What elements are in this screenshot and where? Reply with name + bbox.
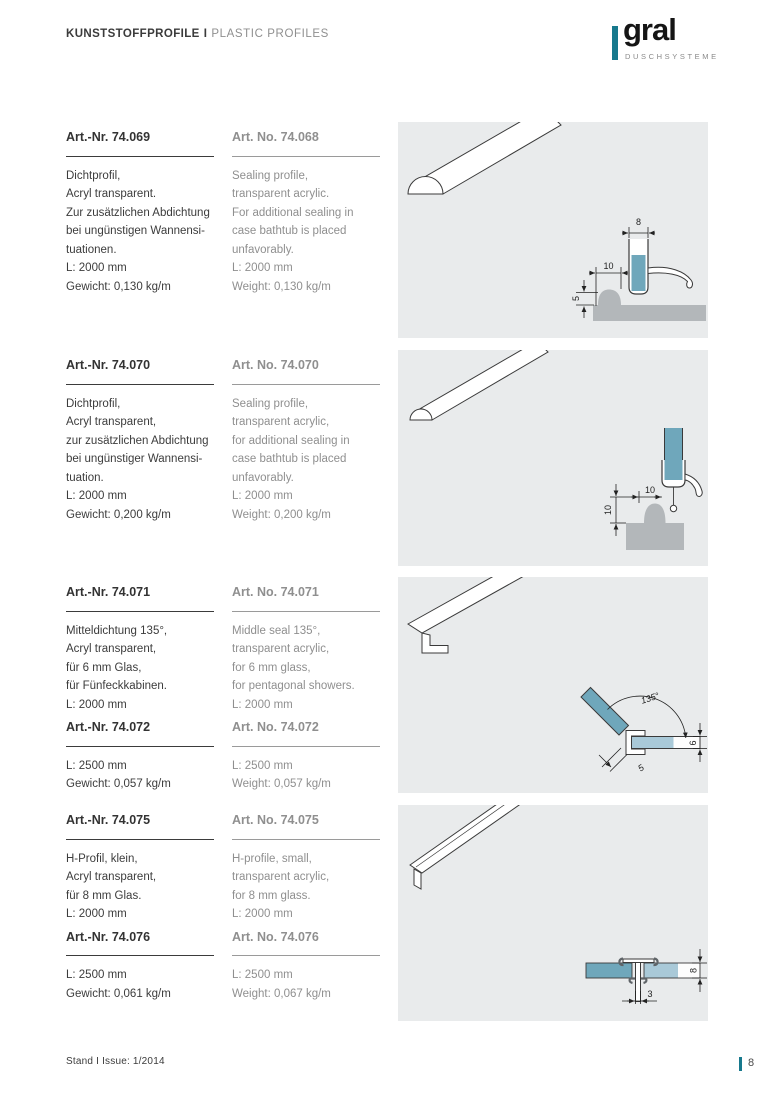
description-de: [66, 811, 228, 1003]
profile-3d-drawing: [410, 805, 522, 889]
logo-accent-bar: [612, 26, 618, 60]
description-line: L: 2000 mm: [232, 262, 293, 274]
description-line: tuation.: [66, 471, 104, 484]
description-line: L: 2500 mm: [66, 969, 127, 981]
description-line: tuationen.: [66, 243, 117, 256]
description-line: Weight: 0,067 kg/m: [232, 987, 331, 1000]
description-line: transparent acrylic,: [232, 871, 330, 883]
description-line: For additional sealing in: [232, 206, 354, 219]
description-line: transparent acrylic.: [232, 188, 330, 200]
description-line: case bathtub is placed: [232, 225, 347, 237]
art-number-en: Art. No. 74.070: [232, 356, 380, 385]
art-number-de-2: Art.-Nr. 74.076: [66, 928, 214, 957]
description-line: für 6 mm Glas,: [66, 661, 142, 674]
art-number-en: Art. No. 74.068: [232, 128, 380, 157]
profile-3d-drawing: [408, 122, 561, 194]
description-en: [232, 128, 394, 296]
art-number-de: Art.-Nr. 74.070: [66, 356, 214, 385]
description-line: Sealing profile,: [232, 169, 309, 182]
sealing-profile-diagram: [398, 122, 708, 338]
glass-pane: [665, 428, 683, 480]
product-row: [66, 122, 711, 338]
dim-label: 5: [571, 295, 581, 302]
description-line: L: 2000 mm: [66, 262, 127, 274]
description-line: L: 2500 mm: [66, 759, 127, 772]
description-line: Middle seal 135°,: [232, 624, 321, 637]
profile-3d-drawing: [410, 350, 548, 420]
description-line: Dichtprofil,: [66, 397, 121, 410]
product-row: [66, 350, 711, 566]
art-number-en-2: Art. No. 74.076: [232, 928, 380, 957]
description-line: unfavorably.: [232, 471, 294, 484]
middle-seal-diagram: [398, 577, 708, 793]
description-line: L: 2000 mm: [66, 698, 127, 711]
cross-section-drawing: [603, 428, 702, 550]
page-title-separator: I: [203, 28, 208, 40]
description-en: [232, 583, 394, 794]
description-line: Acryl transparent,: [66, 643, 157, 655]
glass-pane: [644, 963, 678, 978]
description-line: für 8 mm Glas.: [66, 889, 142, 902]
description-line: Zur zusätzlichen Abdichtung: [66, 206, 210, 219]
profile-3d-drawing: [408, 577, 524, 653]
product-diagram: [398, 122, 708, 338]
product-diagram: [398, 577, 708, 793]
page-number: 8: [748, 1057, 755, 1069]
description-line: Gewicht: 0,057 kg/m: [66, 778, 171, 790]
sealing-profile-diagram: [398, 350, 708, 566]
art-number-de: Art.-Nr. 74.069: [66, 128, 214, 157]
description-line: L: 2000 mm: [232, 908, 293, 920]
page-title: [66, 28, 329, 40]
description-line: for 6 mm glass,: [232, 661, 311, 674]
description-line: H-Profil, klein,: [66, 852, 138, 865]
glass-pane: [581, 688, 629, 736]
description-line: H-profile, small,: [232, 852, 312, 865]
dim-label: 6: [688, 740, 698, 746]
cross-section-drawing: [571, 217, 706, 321]
description-line: Gewicht: 0,200 kg/m: [66, 508, 171, 521]
description-line: für Fünfeckkabinen.: [66, 680, 168, 692]
product-row: [66, 805, 711, 1021]
dim-label: 8: [688, 967, 699, 974]
description-line: L: 2000 mm: [232, 698, 293, 711]
logo-subtitle: DUSCHSYSTEME: [625, 52, 719, 61]
description-line: Dichtprofil,: [66, 169, 121, 182]
art-number-de: Art.-Nr. 74.075: [66, 811, 214, 840]
description-line: Acryl transparent,: [66, 416, 157, 428]
description-line: Acryl transparent.: [66, 188, 157, 200]
description-line: Weight: 0,057 kg/m: [232, 778, 331, 790]
description-en: [232, 356, 394, 524]
dim-label: 135°: [639, 690, 661, 706]
page-title-en: PLASTIC PROFILES: [211, 28, 329, 40]
description-line: L: 2000 mm: [66, 908, 127, 920]
description-de: [66, 356, 228, 524]
cross-section-drawing: [581, 688, 707, 774]
product-diagram: [398, 805, 708, 1021]
description-de: [66, 128, 228, 296]
description-de: [66, 583, 228, 794]
art-number-en-2: Art. No. 74.072: [232, 718, 380, 747]
product-row: [66, 577, 711, 793]
description-line: Gewicht: 0,061 kg/m: [66, 987, 171, 1000]
description-line: L: 2000 mm: [66, 490, 127, 502]
description-line: transparent acrylic,: [232, 643, 330, 655]
description-line: Gewicht: 0,130 kg/m: [66, 280, 171, 293]
glass-pane: [586, 963, 632, 978]
art-number-de: Art.-Nr. 74.071: [66, 583, 214, 612]
dim-label: 3: [647, 989, 653, 999]
glass-pane: [632, 255, 646, 291]
dim-label: 10: [603, 261, 614, 271]
description-line: Weight: 0,200 kg/m: [232, 508, 331, 521]
description-line: zur zusätzlichen Abdichtung: [66, 434, 209, 447]
dim-label: 10: [603, 504, 613, 516]
page-title-de: KUNSTSTOFFPROFILE: [66, 28, 200, 40]
cross-section-drawing: [586, 949, 707, 1004]
description-line: Sealing profile,: [232, 397, 309, 410]
description-line: Weight: 0,130 kg/m: [232, 280, 331, 293]
glass-pane: [632, 737, 674, 749]
art-number-en: Art. No. 74.075: [232, 811, 380, 840]
h-profile-diagram: [398, 805, 708, 1021]
footer-issue: Stand I Issue: 1/2014: [66, 1056, 165, 1067]
logo-wordmark: gral: [623, 12, 676, 47]
dim-label: 8: [635, 217, 642, 227]
product-diagram: [398, 350, 708, 566]
description-line: case bathtub is placed: [232, 453, 347, 465]
description-line: for 8 mm glass.: [232, 889, 311, 902]
art-number-de-2: Art.-Nr. 74.072: [66, 718, 214, 747]
description-line: bei ungünstiger Wannensi-: [66, 453, 203, 465]
description-line: L: 2000 mm: [232, 490, 293, 502]
brand-logo: [612, 12, 732, 66]
description-line: L: 2500 mm: [232, 969, 293, 981]
description-line: L: 2500 mm: [232, 759, 293, 772]
description-en: [232, 811, 394, 1003]
dim-label: 5: [636, 762, 646, 774]
description-line: for pentagonal showers.: [232, 680, 355, 692]
dim-label: 10: [644, 485, 656, 495]
description-line: transparent acrylic,: [232, 416, 330, 428]
description-line: Mitteldichtung 135°,: [66, 624, 168, 637]
description-line: unfavorably.: [232, 243, 294, 256]
page-accent-bar: [739, 1057, 742, 1071]
art-number-en: Art. No. 74.071: [232, 583, 380, 612]
description-line: Acryl transparent,: [66, 871, 157, 883]
description-line: for additional sealing in: [232, 434, 350, 447]
description-line: bei ungünstigen Wannensi-: [66, 225, 205, 237]
